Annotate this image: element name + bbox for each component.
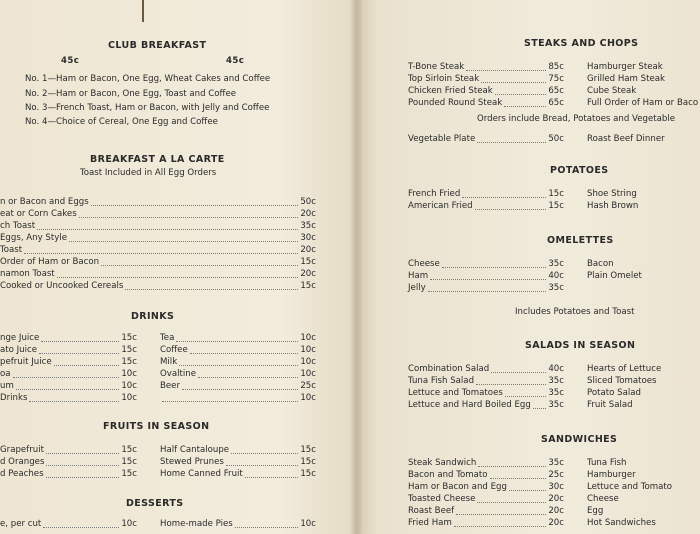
menu-row (160, 445, 316, 456)
item-price: 25c (300, 381, 316, 391)
dot-leader (481, 74, 546, 83)
dot-leader (37, 221, 298, 230)
item-name: Milk (160, 357, 178, 367)
dot-leader (91, 197, 299, 206)
item-name: Sliced Tomatoes (587, 376, 657, 386)
menu-row (0, 233, 316, 244)
item-price: 20c (300, 209, 316, 219)
menu-row (408, 189, 564, 200)
dot-leader (190, 345, 299, 354)
item-price: 35c (548, 458, 564, 468)
menu-row (0, 519, 137, 530)
club-item: No. 1—Ham or Bacon, One Egg, Wheat Cakes and Coffee (25, 74, 271, 84)
item-name: eat or Corn Cakes (0, 209, 77, 219)
menu-row (160, 519, 316, 530)
menu-row (0, 445, 137, 456)
item-price: 10c (121, 381, 137, 391)
item-name: Grapefruit (0, 445, 44, 455)
item-price: 15c (121, 445, 137, 455)
dot-leader (428, 283, 547, 292)
item-price: 20c (300, 269, 316, 279)
item-price: 35c (548, 400, 564, 410)
item-price: 40c (548, 271, 564, 281)
item-price: 25c (548, 470, 564, 480)
menu-row (0, 197, 316, 208)
menu-row (408, 271, 564, 282)
dot-leader (39, 345, 119, 354)
item-price: 10c (121, 393, 137, 403)
dot-leader (491, 364, 546, 373)
menu-row (408, 376, 564, 387)
fruits-title: FRUITS IN SEASON (103, 421, 210, 432)
menu-row (0, 469, 137, 480)
dot-leader (462, 189, 546, 198)
item-name: Beer (160, 381, 181, 391)
menu-row (408, 74, 564, 85)
item-name: Lettuce and Tomatoes (408, 388, 503, 398)
menu-row (160, 369, 316, 380)
item-name: d Peaches (0, 469, 44, 479)
menu-row (0, 357, 137, 368)
item-name: pefruit Juice (0, 357, 52, 367)
carte-note: Toast Included in All Egg Orders (80, 168, 217, 178)
item-price: 10c (300, 357, 316, 367)
menu-row (408, 201, 564, 212)
menu-row (0, 281, 316, 292)
menu-row (160, 457, 316, 468)
menu-row (160, 357, 316, 368)
item-price: 20c (548, 506, 564, 516)
club-price-a: 45c (61, 56, 80, 66)
dot-leader (475, 201, 547, 210)
menu-row (0, 393, 137, 404)
item-name: Combination Salad (408, 364, 490, 374)
dot-leader (29, 393, 119, 402)
menu-row (408, 506, 564, 517)
item-price: 15c (300, 469, 316, 479)
dot-leader (54, 357, 120, 366)
item-price: 15c (300, 257, 316, 267)
dot-leader (125, 281, 298, 290)
item-name: Fruit Salad (587, 400, 633, 410)
item-price: 35c (548, 259, 564, 269)
item-name: Plain Omelet (587, 271, 642, 281)
dot-leader (466, 62, 546, 71)
club-price-b: 45c (226, 56, 245, 66)
menu-row (408, 458, 564, 469)
item-price: 35c (548, 388, 564, 398)
item-price: 35c (548, 283, 564, 293)
item-name: Hamburger (587, 470, 636, 480)
steaks-title: STEAKS AND CHOPS (524, 38, 639, 49)
dot-leader (235, 519, 299, 528)
item-price: 10c (121, 369, 137, 379)
dot-leader (477, 134, 546, 143)
item-price: 30c (548, 482, 564, 492)
dot-leader (101, 257, 298, 266)
dot-leader (69, 233, 298, 242)
item-name: Stewed Prunes (160, 457, 224, 467)
dot-leader (182, 381, 298, 390)
menu-row (0, 269, 316, 280)
carte-title: BREAKFAST A LA CARTE (90, 154, 225, 165)
menu-row (408, 470, 564, 481)
item-name: Ovaltine (160, 369, 196, 379)
drinks-title: DRINKS (131, 311, 175, 322)
item-name: Ham or Bacon and Egg (408, 482, 507, 492)
item-name: Hash Brown (587, 201, 639, 211)
sandwiches-title: SANDWICHES (541, 434, 618, 445)
item-name: Top Sirloin Steak (408, 74, 480, 84)
club-breakfast-title: CLUB BREAKFAST (108, 40, 207, 51)
item-name: Drinks (0, 393, 28, 403)
item-name: French Fried (408, 189, 461, 199)
item-name: Fried Ham (408, 518, 452, 528)
item-price: 35c (300, 221, 316, 231)
item-name: American Fried (408, 201, 473, 211)
menu-row (408, 86, 564, 97)
item-name: Hearts of Lettuce (587, 364, 662, 374)
item-price: 75c (548, 74, 564, 84)
item-price: 15c (300, 281, 316, 291)
dot-leader (509, 482, 546, 491)
menu-row (0, 345, 137, 356)
item-price: 10c (121, 519, 137, 529)
item-name: d Oranges (0, 457, 45, 467)
item-name: Potato Salad (587, 388, 641, 398)
menu-row (408, 98, 564, 109)
omelettes-title: OMELETTES (547, 235, 614, 246)
dot-leader (198, 369, 298, 378)
item-price: 50c (300, 197, 316, 207)
item-price: 15c (121, 345, 137, 355)
item-price: 15c (121, 469, 137, 479)
menu-row (160, 345, 316, 356)
item-price: 10c (300, 393, 316, 403)
item-name: Hot Sandwiches (587, 518, 656, 528)
item-price: 65c (548, 98, 564, 108)
club-item: No. 4—Choice of Cereal, One Egg and Coffee (25, 117, 218, 127)
item-name: Half Cantaloupe (160, 445, 230, 455)
item-name: Bacon and Tomato (408, 470, 488, 480)
item-name: Vegetable Plate (408, 134, 476, 144)
omelettes-note: Includes Potatoes and Toast (515, 307, 635, 317)
dot-leader (456, 506, 546, 515)
item-price: 30c (300, 233, 316, 243)
menu-row (160, 469, 316, 480)
menu-row (408, 482, 564, 493)
item-name: Lettuce and Tomato (587, 482, 673, 492)
menu-row (0, 333, 137, 344)
dot-leader (226, 457, 298, 466)
item-name: ato Juice (0, 345, 38, 355)
item-name: ch Toast (0, 221, 36, 231)
item-name: Toasted Cheese (408, 494, 476, 504)
item-name: Roast Beef Dinner (587, 134, 665, 144)
menu-row (0, 221, 316, 232)
item-name: T-Bone Steak (408, 62, 465, 72)
dot-leader (505, 388, 547, 397)
menu-row (408, 400, 564, 411)
item-name: um (0, 381, 14, 391)
dot-leader (430, 271, 546, 280)
item-price: 65c (548, 86, 564, 96)
item-price: 85c (548, 62, 564, 72)
item-name: Egg (587, 506, 604, 516)
dot-leader (162, 393, 298, 402)
menu-row (408, 518, 564, 529)
item-name: Cube Steak (587, 86, 637, 96)
item-name: Coffee (160, 345, 188, 355)
item-name: Pounded Round Steak (408, 98, 503, 108)
item-price: 20c (300, 245, 316, 255)
menu-row (408, 494, 564, 505)
menu-row (0, 457, 137, 468)
dot-leader (477, 494, 546, 503)
item-name: Eggs, Any Style (0, 233, 68, 243)
dot-leader (179, 357, 298, 366)
dot-leader (24, 245, 298, 254)
item-price: 15c (300, 445, 316, 455)
menu-row (408, 259, 564, 270)
dot-leader (490, 470, 547, 479)
item-name: Grilled Ham Steak (587, 74, 666, 84)
dot-leader (46, 469, 120, 478)
menu-row (408, 388, 564, 399)
item-name: Full Order of Ham or Baco (587, 98, 699, 108)
dot-leader (176, 333, 298, 342)
menu-row (408, 364, 564, 375)
item-price: 50c (548, 134, 564, 144)
dot-leader (13, 369, 120, 378)
item-price: 15c (121, 457, 137, 467)
menu-row (160, 333, 316, 344)
dot-leader (57, 269, 299, 278)
dot-leader (454, 518, 547, 527)
steaks-note: Orders include Bread, Potatoes and Vegetable (477, 114, 676, 124)
item-name: Steak Sandwich (408, 458, 477, 468)
dot-leader (46, 457, 119, 466)
item-name: Order of Ham or Bacon (0, 257, 100, 267)
item-name: Home-made Pies (160, 519, 233, 529)
item-name: nge Juice (0, 333, 40, 343)
menu-row (408, 134, 564, 145)
item-price: 10c (300, 345, 316, 355)
binding-thread (142, 0, 144, 22)
menu-row (0, 369, 137, 380)
menu-row (160, 393, 316, 404)
dot-leader (495, 86, 547, 95)
item-price: 15c (121, 333, 137, 343)
right-page (360, 0, 700, 534)
item-price: 20c (548, 518, 564, 528)
dot-leader (16, 381, 120, 390)
dot-leader (41, 333, 119, 342)
item-name: e, per cut (0, 519, 42, 529)
salads-title: SALADS IN SEASON (525, 340, 636, 351)
dot-leader (46, 445, 119, 454)
item-name: Hamburger Steak (587, 62, 663, 72)
item-name: Chicken Fried Steak (408, 86, 493, 96)
club-item: No. 2—Ham or Bacon, One Egg, Toast and Coffee (25, 89, 237, 99)
item-price: 15c (548, 201, 564, 211)
dot-leader (476, 376, 546, 385)
item-name: Home Canned Fruit (160, 469, 243, 479)
item-price: 10c (300, 333, 316, 343)
menu-row (0, 209, 316, 220)
desserts-title: DESSERTS (126, 498, 184, 509)
item-price: 10c (300, 369, 316, 379)
item-name: Ham (408, 271, 429, 281)
item-price: 15c (548, 189, 564, 199)
item-price: 15c (300, 457, 316, 467)
dot-leader (231, 445, 298, 454)
item-name: Jelly (408, 283, 426, 293)
club-item: No. 3—French Toast, Ham or Bacon, with Jelly and Coffee (25, 103, 270, 113)
item-price: 40c (548, 364, 564, 374)
dot-leader (442, 259, 547, 268)
dot-leader (504, 98, 546, 107)
item-name: oa (0, 369, 11, 379)
dot-leader (478, 458, 546, 467)
menu-row (408, 62, 564, 73)
item-name: Cooked or Uncooked Cereals (0, 281, 124, 291)
item-price: 15c (121, 357, 137, 367)
item-name: Toast (0, 245, 23, 255)
item-name: Bacon (587, 259, 614, 269)
item-name: Cheese (587, 494, 619, 504)
menu-row (408, 283, 564, 294)
item-name: n or Bacon and Eggs (0, 197, 89, 207)
item-price: 20c (548, 494, 564, 504)
menu-row (0, 381, 137, 392)
item-price: 10c (300, 519, 316, 529)
item-name: namon Toast (0, 269, 55, 279)
item-name: Tea (160, 333, 175, 343)
item-price: 35c (548, 376, 564, 386)
dot-leader (79, 209, 299, 218)
item-name: Tuna Fish (587, 458, 627, 468)
dot-leader (533, 400, 547, 409)
menu-row (160, 381, 316, 392)
item-name: Cheese (408, 259, 440, 269)
item-name: Roast Beef (408, 506, 455, 516)
item-name: Shoe String (587, 189, 637, 199)
dot-leader (245, 469, 299, 478)
item-name: Lettuce and Hard Boiled Egg (408, 400, 531, 410)
item-name: Tuna Fish Salad (408, 376, 475, 386)
menu-row (0, 245, 316, 256)
menu-row (0, 257, 316, 268)
dot-leader (43, 519, 119, 528)
potatoes-title: POTATOES (550, 165, 609, 176)
